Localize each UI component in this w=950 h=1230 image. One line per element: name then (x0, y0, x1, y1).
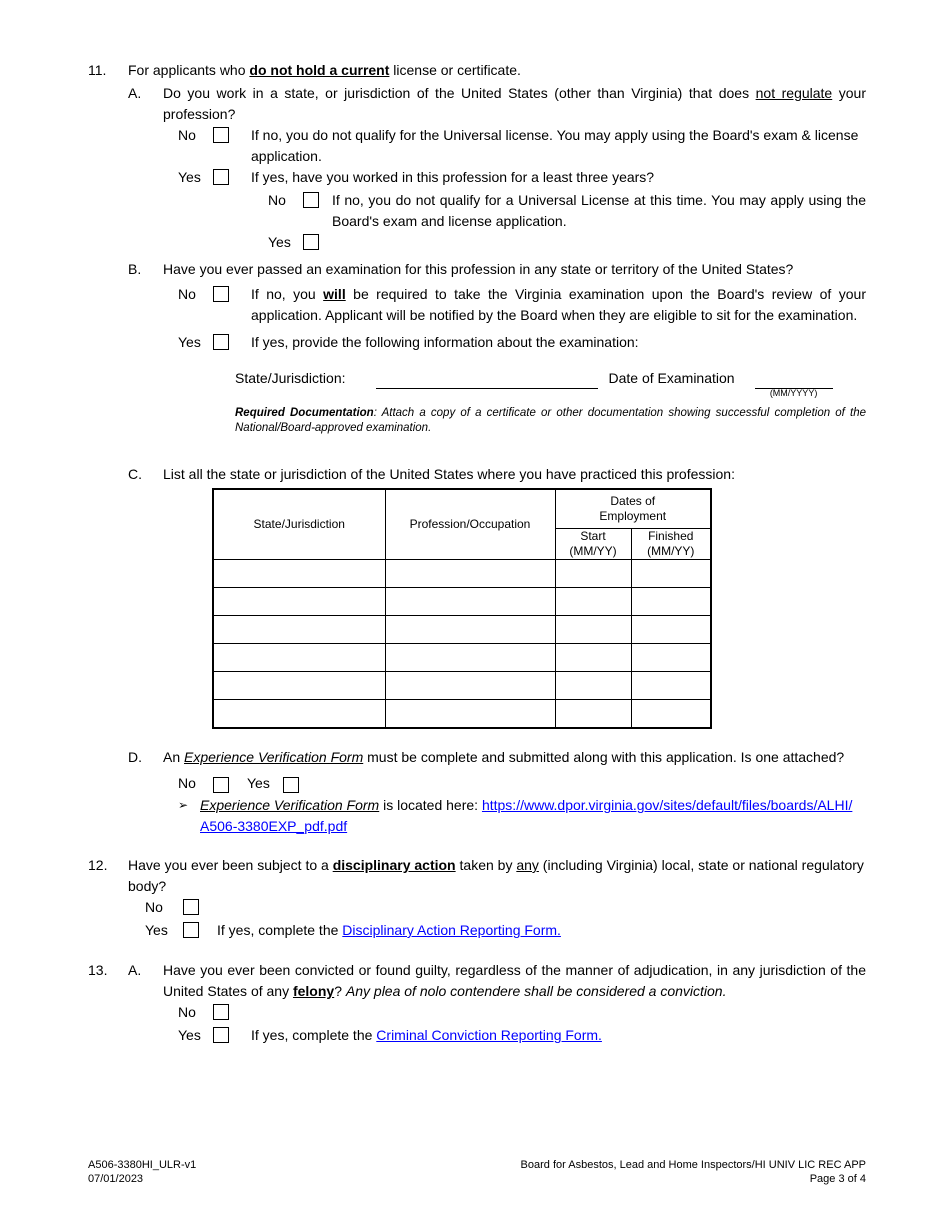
item-11-intro: For applicants who do not hold a current license or certificate. (128, 62, 521, 78)
checkbox-11d-yes[interactable] (283, 777, 299, 793)
no-label: No (178, 775, 196, 791)
yes-label: Yes (178, 334, 201, 350)
criminal-conviction-reporting-form-link[interactable]: Criminal Conviction Reporting Form. (376, 1027, 602, 1043)
yes-label: Yes (247, 775, 270, 791)
item-13a-yes-text: If yes, complete the Criminal Conviction Reporting Form. (251, 1027, 602, 1043)
cell-finished[interactable] (631, 700, 711, 729)
item-13a-question-emphasis: felony (292, 983, 335, 999)
item-11b-yes-row (178, 332, 866, 353)
item-11b-no-row (178, 284, 866, 326)
item-11 (88, 60, 866, 837)
item-11-intro-emphasis: do not hold a current (249, 62, 390, 78)
table-row (213, 700, 711, 729)
item-13a (128, 960, 866, 1046)
item-11b-question: Have you ever passed an examination for this profession in any state or territory of the United States? (163, 261, 794, 277)
item-11c-letter: C. (128, 466, 142, 482)
cell-start[interactable] (555, 616, 631, 644)
item-11d-no-yes-row (178, 773, 866, 794)
col-header-finished: Finished (MM/YY) (631, 529, 711, 560)
item-11b-letter: B. (128, 261, 142, 277)
table-row (213, 672, 711, 700)
yes-label: Yes (145, 922, 168, 938)
item-11d (128, 747, 866, 837)
yes-label: Yes (178, 1027, 201, 1043)
arrow-bullet-icon: ➢ (178, 798, 189, 812)
experience-verification-form-name: Experience Verification Form (200, 797, 380, 813)
cell-state[interactable] (213, 700, 385, 729)
item-12-question: Have you ever been subject to a disciplinary action taken by any (including Virginia) local, state or national regulatory body? (128, 857, 864, 894)
required-documentation-note: Required Documentation: Attach a copy of a certificate or other documentation showing successful completion of the National/Board-approved examination. (235, 407, 866, 434)
no-label: No (178, 1004, 196, 1020)
table-row (213, 616, 711, 644)
col-header-dates-of-employment: Dates of Employment (555, 489, 711, 529)
item-11a-nested-no-row (268, 190, 866, 232)
col-header-state-jurisdiction: State/Jurisdiction (213, 489, 385, 560)
table-row (213, 644, 711, 672)
cell-state[interactable] (213, 616, 385, 644)
experience-verification-form-link[interactable]: https://www.dpor.virginia.gov/sites/default/files/boards/ALHI/ A506-3380EXP_pdf.pdf (200, 797, 853, 834)
footer-left (88, 1158, 196, 1186)
state-jurisdiction-field[interactable] (376, 388, 598, 389)
item-11-number: 11. (88, 62, 107, 78)
no-label: No (268, 192, 286, 208)
form-number: A506-3380HI_ULR-v1 (88, 1159, 197, 1171)
cell-profession[interactable] (385, 672, 555, 700)
item-11c (128, 464, 866, 729)
item-13-number: 13. (88, 962, 108, 978)
table-row (213, 560, 711, 588)
item-11a-question: Do you work in a state, or jurisdiction of the United States (other than Virginia) that does not regulate your profession? (163, 85, 866, 122)
checkbox-12-yes[interactable] (183, 922, 199, 938)
cell-state[interactable] (213, 672, 385, 700)
item-12-no-row (145, 897, 866, 918)
item-13a-letter: A. (128, 962, 142, 978)
item-11a-no-text: If no, you do not qualify for the Universal license. You may apply using the Board's exam & license application. (251, 127, 859, 164)
checkbox-11d-no[interactable] (213, 777, 229, 793)
item-13a-question: Have you ever been convicted or found guilty, regardless of the manner of adjudication, in any jurisdiction of the United States of any felony? Any plea of nolo contendere shall be considered a conviction. (163, 962, 866, 999)
checkbox-11b-yes[interactable] (213, 334, 229, 350)
practice-history-table (212, 488, 712, 729)
item-11d-link-note: ➢ Experience Verification Form is located here: https://www.dpor.virginia.gov/sites/default/files/boards/ALHI/ A506-3380EXP_pdf.pdf (178, 795, 866, 837)
cell-start[interactable] (555, 672, 631, 700)
examination-fields (235, 365, 866, 398)
item-11a (128, 83, 866, 253)
cell-profession[interactable] (385, 644, 555, 672)
item-13a-no-row (178, 1002, 866, 1023)
cell-start[interactable] (555, 560, 631, 588)
item-11a-no-row (178, 125, 866, 167)
item-11a-nested-no-text: If no, you do not qualify for a Universal License at this time. You may apply using the Board's exam and license application. (332, 192, 866, 229)
cell-state[interactable] (213, 644, 385, 672)
checkbox-11a-no[interactable] (213, 127, 229, 143)
cell-finished[interactable] (631, 616, 711, 644)
cell-profession[interactable] (385, 616, 555, 644)
form-page (88, 60, 866, 1046)
cell-profession[interactable] (385, 700, 555, 729)
item-11a-yes-text: If yes, have you worked in this profession for a least three years? (251, 169, 655, 185)
cell-profession[interactable] (385, 588, 555, 616)
item-13a-question-italic: Any plea of nolo contendere shall be considered a conviction. (345, 983, 727, 999)
state-jurisdiction-label: State/Jurisdiction: (235, 370, 346, 386)
yes-label: Yes (268, 234, 291, 250)
item-12 (88, 855, 866, 941)
cell-finished[interactable] (631, 644, 711, 672)
cell-finished[interactable] (631, 560, 711, 588)
item-11b (128, 259, 866, 436)
no-label: No (178, 127, 196, 143)
checkbox-11a-nested-no[interactable] (303, 192, 319, 208)
item-11d-letter: D. (128, 749, 142, 765)
cell-finished[interactable] (631, 672, 711, 700)
date-of-examination-field[interactable] (755, 388, 833, 398)
item-11b-no-emphasis: will (323, 286, 346, 302)
item-11a-question-emphasis: not regulate (755, 85, 833, 101)
item-12-yes-text: If yes, complete the Disciplinary Action Reporting Form. (217, 922, 561, 938)
col-header-start: Start (MM/YY) (555, 529, 631, 560)
checkbox-13a-no[interactable] (213, 1004, 229, 1020)
checkbox-13a-yes[interactable] (213, 1027, 229, 1043)
item-12-any-emphasis: any (516, 857, 539, 873)
form-revision-date: 07/01/2023 (88, 1173, 144, 1185)
item-13a-yes-row (178, 1025, 866, 1046)
item-11d-question: An Experience Verification Form must be complete and submitted along with this application. Is one attached? (163, 749, 845, 765)
item-11a-yes-row (178, 167, 866, 188)
page-number: Page 3 of 4 (809, 1173, 866, 1185)
cell-finished[interactable] (631, 588, 711, 616)
date-format-hint: (MM/YYYY) (769, 388, 818, 398)
cell-profession[interactable] (385, 560, 555, 588)
page-footer (88, 1158, 866, 1186)
yes-label: Yes (178, 169, 201, 185)
item-12-question-emphasis: disciplinary action (332, 857, 456, 873)
checkbox-11a-yes[interactable] (213, 169, 229, 185)
cell-state[interactable] (213, 560, 385, 588)
experience-verification-form-name: Experience Verification Form (184, 749, 364, 765)
board-name: Board for Asbestos, Lead and Home Inspectors/HI UNIV LIC REC APP (520, 1159, 866, 1171)
item-11b-no-text: If no, you will be required to take the Virginia examination upon the Board's review of your application. Applicant will be notified by the Board when they are eligible to sit for the examination. (251, 286, 866, 323)
item-11a-letter: A. (128, 85, 142, 101)
disciplinary-action-reporting-form-link[interactable]: Disciplinary Action Reporting Form. (342, 922, 561, 938)
required-documentation-lead: Required Documentation (235, 407, 374, 419)
cell-start[interactable] (555, 588, 631, 616)
cell-state[interactable] (213, 588, 385, 616)
item-11c-question: List all the state or jurisdiction of the United States where you have practiced this profession: (163, 466, 735, 482)
table-row (213, 588, 711, 616)
item-12-number: 12. (88, 857, 108, 873)
cell-start[interactable] (555, 700, 631, 729)
checkbox-11a-nested-yes[interactable] (303, 234, 319, 250)
checkbox-12-no[interactable] (183, 899, 199, 915)
footer-right (521, 1158, 866, 1186)
checkbox-11b-no[interactable] (213, 286, 229, 302)
item-11a-nested-yes-row (268, 232, 866, 253)
no-label: No (178, 286, 196, 302)
no-label: No (145, 899, 163, 915)
date-of-examination-label: Date of Examination (608, 370, 735, 386)
item-12-yes-row (145, 920, 866, 941)
col-header-profession-occupation: Profession/Occupation (385, 489, 555, 560)
item-13 (88, 960, 866, 1046)
item-11b-yes-text: If yes, provide the following information about the examination: (251, 334, 639, 350)
cell-start[interactable] (555, 644, 631, 672)
